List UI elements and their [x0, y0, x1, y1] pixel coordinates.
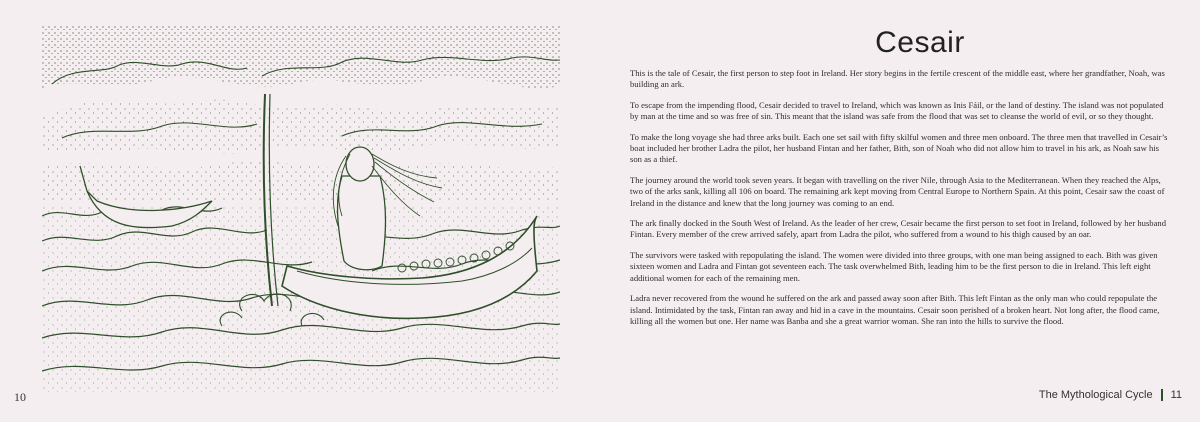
right-page-number: 11 [1170, 389, 1182, 401]
paragraph: Ladra never recovered from the wound he suffered on the ark and passed away soon after Bith. This left Fintan as the only man who could repopulate the island. Intimidated by the task, Fintan ran away and hid in a cave in the mountains. Cesair soon perished of a broken heart. Not long after, the flood came, killing all the women but one. Her name was Banba and she a great warrior woman. She ran into the hills to survive the flood. [630, 293, 1160, 326]
paragraph: The journey around the world took seven years. It began with travelling on the river Nile, through Asia to the Mediterranean. When they reached the Alps, two of the arks sank, killing all 106 on board. The remaining ark kept moving from Central Europe to Northern Spain. At this point, Cesair saw the coast of Ireland in the distance and knew that the long journey was coming to an end. [630, 174, 1165, 208]
paragraph: To escape from the impending flood, Cesair decided to travel to Ireland, which was known as Inis Fáil, or the land of destiny. The island was not populated by man at the time and so was free of sin. This meant that the island was safe from the flood that was set to cleanse the world of evil, or so they thought. [630, 99, 1164, 122]
page-footer [1039, 389, 1182, 401]
paragraph: The survivors were tasked with repopulating the island. The women were divided into three groups, with one man being assigned to each. Bith was given sixteen women and Ladra and Fintan got seventeen each. The task overwhelmed Bith, leading him to be the first person to die in Ireland. This left eight additional women for each of the remaining men. [630, 249, 1158, 283]
page-title: Cesair [875, 26, 965, 59]
paragraph: This is the tale of Cesair, the first person to step foot in Ireland. Her story begins in the fertile crescent of the middle east, where her grandfather, Noah, was building an ark. [630, 68, 1165, 90]
cesair-boat-illustration [42, 26, 560, 392]
left-page-number: 10 [14, 390, 26, 404]
paragraph: To make the long voyage she had three arks built. Each one set sail with fifty skilful women and three men onboard. The three men that travelled in Cesair’s boat included her brother Ladra the pilot, her husband Fintan and her father, Bith, son of Noah who did not allow him to travel in his ark, as Noah saw his son as a thief. [630, 131, 1168, 165]
story-paragraphs [630, 68, 1170, 327]
paragraph: The ark finally docked in the South West of Ireland. As the leader of her crew, Cesair became the first person to set foot in Ireland, followed by her husband Fintan. Every member of the crew arrived safely, apart from Ladra the pilot, who suffered from a wound to his thigh caused by an oar. [630, 218, 1167, 240]
boat-woman-illustration-icon [42, 26, 560, 392]
section-label: The Mythological Cycle [1038, 389, 1153, 401]
divider-bar [1161, 389, 1163, 401]
story-text-column [630, 26, 1170, 336]
